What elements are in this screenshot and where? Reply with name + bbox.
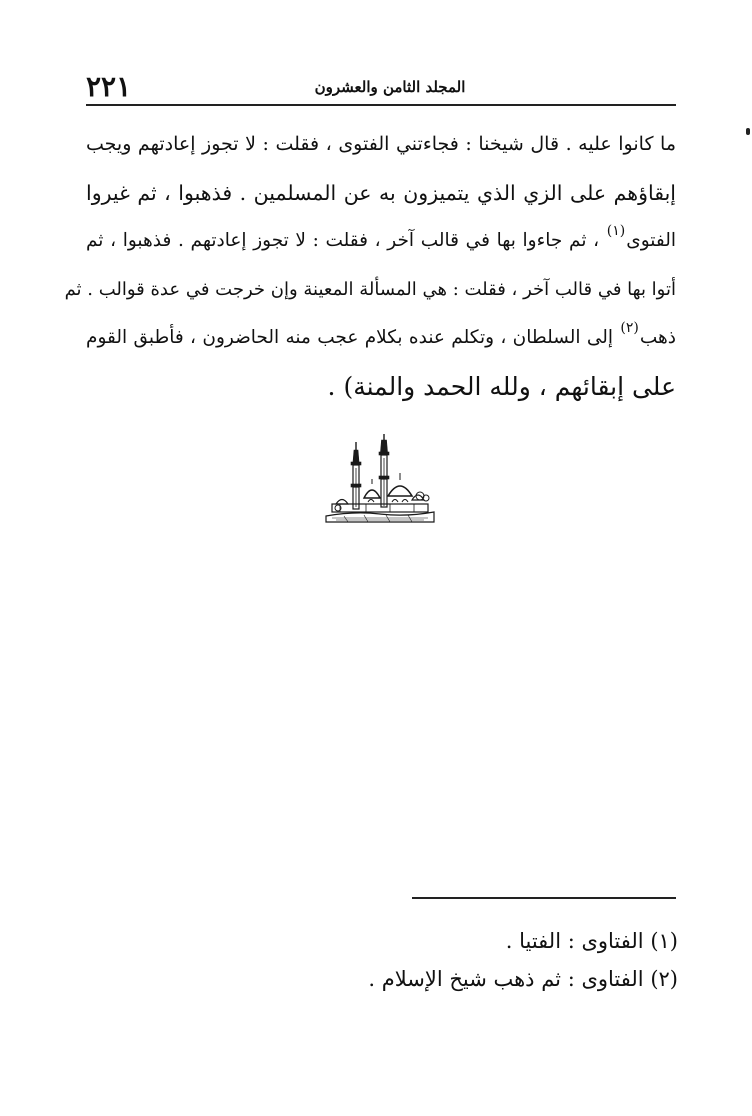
body-line-text: ذهب (639, 327, 676, 348)
footnote (86, 960, 678, 998)
body-line: إبقاؤهم على الزي الذي يتميزون به عن المسلمين . فذهبوا ، ثم غيروا (86, 180, 676, 205)
footnote-number: (١) (650, 929, 678, 953)
footnote-number: (٢) (650, 967, 678, 991)
running-header: المجلد الثامن والعشرون (314, 78, 466, 96)
body-line: ما كانوا عليه . قال شيخنا : فجاءتني الفتوى ، فقلت : لا تجوز إعادتهم ويجب (86, 133, 676, 155)
body-line-text: إلى السلطان ، وتكلم عنده بكلام عجب منه الحاضرون ، فأطبق القوم (86, 327, 620, 348)
footnote-text: الفتاوى : الفتيا . (505, 929, 651, 953)
body-text (64, 120, 676, 411)
footnotes (86, 922, 678, 998)
footnote (86, 922, 678, 960)
body-line: أتوا بها في قالب آخر ، فقلت : هي المسألة المعينة وإن خرجت في عدة قوالب . ثم (64, 278, 676, 300)
body-line (86, 314, 676, 363)
body-line-text: ، ثم جاءوا بها في قالب آخر ، فقلت : لا تجوز إعادتهم . فذهبوا ، ثم (86, 230, 606, 251)
body-line (86, 217, 676, 266)
body-line-text: الفتوى (626, 230, 676, 251)
footnote-separator (412, 897, 676, 899)
margin-mark (746, 128, 750, 135)
mosque-skyline-icon (324, 432, 436, 528)
page-number: ٢٢١ (86, 70, 132, 103)
footnote-ref[interactable]: (١) (606, 223, 626, 239)
footnote-ref[interactable]: (٢) (620, 320, 639, 336)
footnote-text: الفتاوى : ثم ذهب شيخ الإسلام . (368, 967, 651, 991)
header-rule (86, 104, 676, 106)
body-line: على إبقائهم ، ولله الحمد والمنة) . (327, 371, 676, 401)
